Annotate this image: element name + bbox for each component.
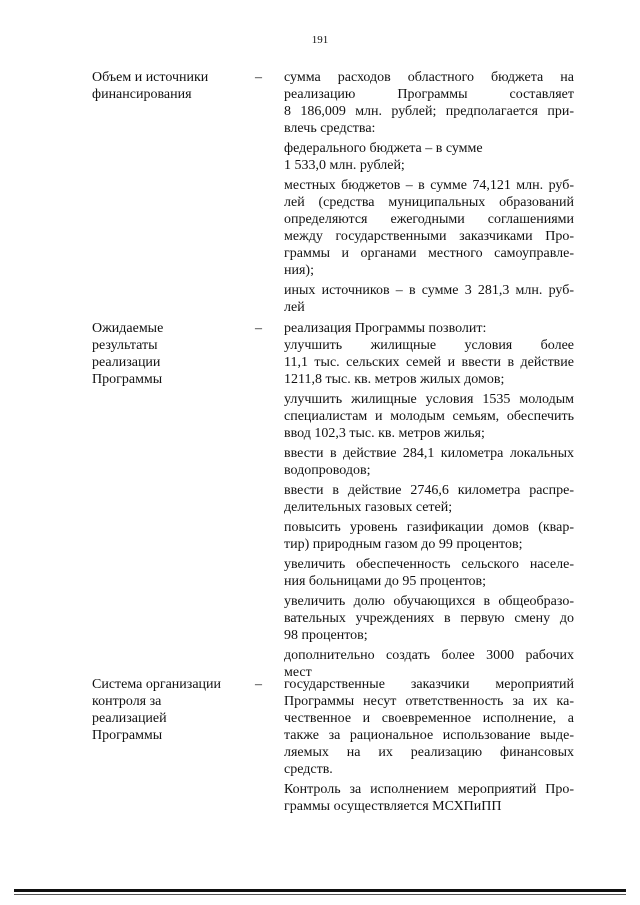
bottom-border-rule [14,889,626,892]
page-number: 191 [311,34,329,46]
content-line: определяются ежегодными соглашениями [284,212,574,227]
content-line: ввести в действие 2746,6 километра распре- [284,483,574,498]
content-line: реализацию Программы составляет [284,87,574,102]
content-line: лей (средства муниципальных образований [284,195,574,210]
content-line: дополнительно создать более 3000 рабочих [284,648,574,663]
content-line: федерального бюджета – в сумме [284,141,483,156]
content-line: чественное и своевременное исполнение, а [284,711,574,726]
section-label [92,320,252,388]
content-line: Контроль за исполнением мероприятий Про- [284,782,574,797]
bottom-border-rule-thin [14,894,626,895]
content-line: ния); [284,263,314,278]
section-content [284,676,574,815]
content-line: тир) природным газом до 99 процентов; [284,537,523,552]
content-line: 1 533,0 млн. рублей; [284,158,405,173]
content-line: иных источников – в сумме 3 281,3 млн. руб- [284,283,574,298]
content-line: между государственными заказчиками Про- [284,229,574,244]
label-line: финансирования [92,87,192,102]
content-line: повысить уровень газификации домов (квар- [284,520,574,535]
label-line: результаты [92,338,158,353]
dash-separator: – [255,321,262,336]
content-line: Программы несут ответственность за их ка- [284,694,574,709]
label-line: Ожидаемые [92,321,164,336]
content-line: 98 процентов; [284,628,368,643]
label-line: Программы [92,728,163,743]
label-line: Система организации [92,677,222,692]
dash-separator: – [255,70,262,85]
content-line: ввод 102,3 тыс. кв. метров жилья; [284,426,485,441]
content-line: вательных учреждениях в первую смену до [284,611,574,626]
label-line: реализации [92,355,161,370]
content-line: делительных газовых сетей; [284,500,453,515]
content-line: ния больницами до 95 процентов; [284,574,487,589]
content-line: улучшить жилищные условия 1535 молодым [284,392,574,407]
content-line: увеличить долю обучающихся в общеобразо- [284,594,574,609]
label-line: Объем и источники [92,70,209,85]
content-line: увеличить обеспеченность сельского населе- [284,557,574,572]
dash-separator: – [255,677,262,692]
content-line: 1211,8 тыс. кв. метров жилых домов; [284,372,505,387]
content-line: граммы и органами местного самоуправле- [284,246,574,261]
section-label [92,676,252,744]
content-line: 8 186,009 млн. рублей; предполагается при- [284,104,574,119]
content-line: ввести в действие 284,1 километра локальных [284,446,574,461]
label-line: реализацией [92,711,167,726]
content-line: сумма расходов областного бюджета на [284,70,574,85]
content-line: местных бюджетов – в сумме 74,121 млн. руб- [284,178,574,193]
content-line: влечь средства: [284,121,376,136]
content-line: граммы осуществляется МСХПиПП [284,799,502,814]
content-line: лей [284,300,305,315]
content-line: ляемых на их реализацию финансовых [284,745,574,760]
label-line: Программы [92,372,163,387]
label-line: контроля за [92,694,162,709]
content-line: мест [284,665,312,680]
content-line: 11,1 тыс. сельских семей и ввести в действие [284,355,574,370]
section-content [284,320,574,681]
content-line: улучшить жилищные условия более [284,338,574,353]
section-content [284,69,574,316]
content-line: реализация Программы позволит: [284,321,487,336]
content-line: водопроводов; [284,463,371,478]
content-line: государственные заказчики мероприятий [284,677,574,692]
content-line: средств. [284,762,333,777]
content-line: специалистам и молодым семьям, обеспечить [284,409,574,424]
section-label [92,69,252,103]
content-line: также за рациональное использование выде- [284,728,574,743]
